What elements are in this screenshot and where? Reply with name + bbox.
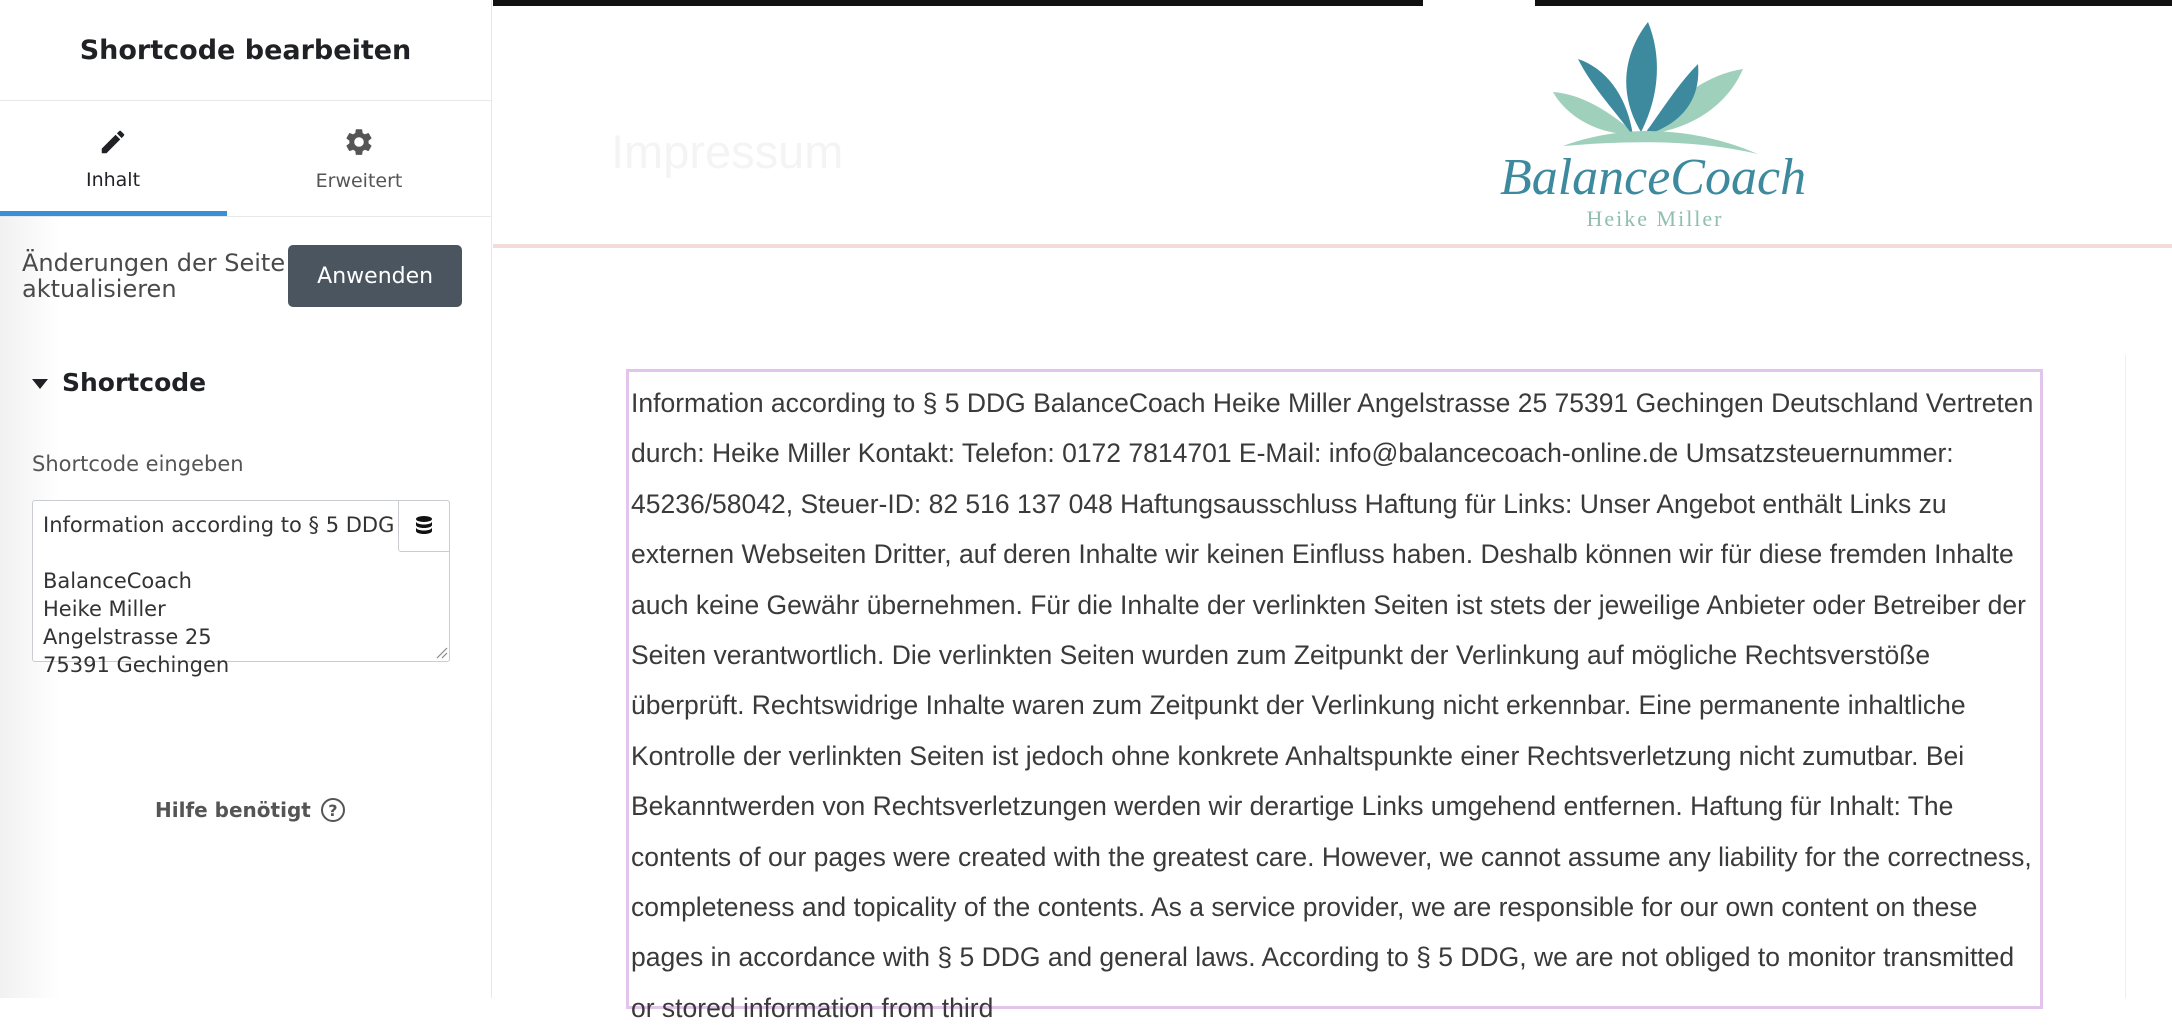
page-title: Impressum xyxy=(611,125,844,178)
apply-button[interactable]: Anwenden xyxy=(288,245,462,307)
section-toggle-shortcode[interactable] xyxy=(32,368,206,397)
gear-icon xyxy=(343,126,375,158)
section-title: Shortcode xyxy=(62,368,207,397)
pencil-icon xyxy=(98,127,128,157)
help-link[interactable] xyxy=(155,798,345,822)
panel-title: Shortcode bearbeiten xyxy=(0,0,491,101)
question-circle-icon: ? xyxy=(321,798,345,822)
caret-down-icon xyxy=(32,379,48,389)
logo-brand-text: BalanceCoach xyxy=(1499,149,1807,206)
shortcode-textarea[interactable]: Information according to § 5 DDG BalanceCoach Heike Miller Angelstrasse 25 75391 Gechingen xyxy=(32,500,450,662)
apply-hint-text: Änderungen der Seite aktualisieren xyxy=(22,249,286,303)
page-preview xyxy=(493,0,2172,1023)
editor-panel xyxy=(0,0,492,998)
help-link-label: Hilfe benötigt xyxy=(155,798,311,822)
site-header xyxy=(493,6,2172,248)
tab-erweitert-label: Erweitert xyxy=(315,169,403,192)
database-icon xyxy=(414,515,434,537)
apply-row xyxy=(22,240,462,312)
shortcode-content-block[interactable] xyxy=(626,369,2043,1023)
tab-inhalt-label: Inhalt xyxy=(85,168,141,191)
resize-grip-icon[interactable] xyxy=(434,645,448,659)
tab-inhalt[interactable] xyxy=(0,101,226,216)
logo-sub-text: Heike Miller xyxy=(1586,206,1724,231)
tab-erweitert[interactable] xyxy=(246,101,472,216)
balancecoach-logo[interactable] xyxy=(1499,14,1807,240)
shortcode-field-label: Shortcode eingeben xyxy=(32,452,244,476)
dynamic-tags-button[interactable] xyxy=(398,500,450,552)
impressum-text: Information according to § 5 DDG BalanceCoach Heike Miller Angelstrasse 25 75391 Gechingen Deutschland Vertreten durch: Heike Miller Kontakt: Telefon: 0172 7814701 E-Mail: info@balancecoach-online.de Umsatzsteuernummer: 45236/58042, Steuer-ID: 82 516 137 048 Haftungsausschluss Haftung für Links: Unser Angebot enthält Links zu externen Webseiten Dritter, auf deren Inhalte wir keinen Einfluss haben. Deshalb können wir für diese fremden Inhalte auch keine Gewähr übernehmen. Für die Inhalte der verlinkten Seiten ist stets der jeweilige Anbieter oder Betreiber der Seiten verantwortlich. Die verlinkten Seiten wurden zum Zeitpunkt der Verlinkung auf mögliche Rechtsverstöße überprüft. Rechtswidrige Inhalte waren zum Zeitpunkt der Verlinkung nicht erkennbar. Eine permanente inhaltliche Kontrolle der verlinkten Seiten ist jedoch ohne konkrete Anhaltspunkte einer Rechtsverletzung nicht zumutbar. Bei Bekanntwerden von Rechtsverletzungen werden wir derartige Links umgehend entfernen. Haftung für Inhalt: The contents of our pages were created with the greatest care. However, we cannot assume any liability for the correctness, completeness and topicality of the contents. As a service provider, we are responsible for our own content on these pages in accordance with § 5 DDG and general laws. According to § 5 DDG, we are not obliged to monitor transmitted or stored information from third xyxy=(631,388,2034,1023)
panel-tabs xyxy=(0,101,491,217)
content-divider xyxy=(2125,355,2126,998)
